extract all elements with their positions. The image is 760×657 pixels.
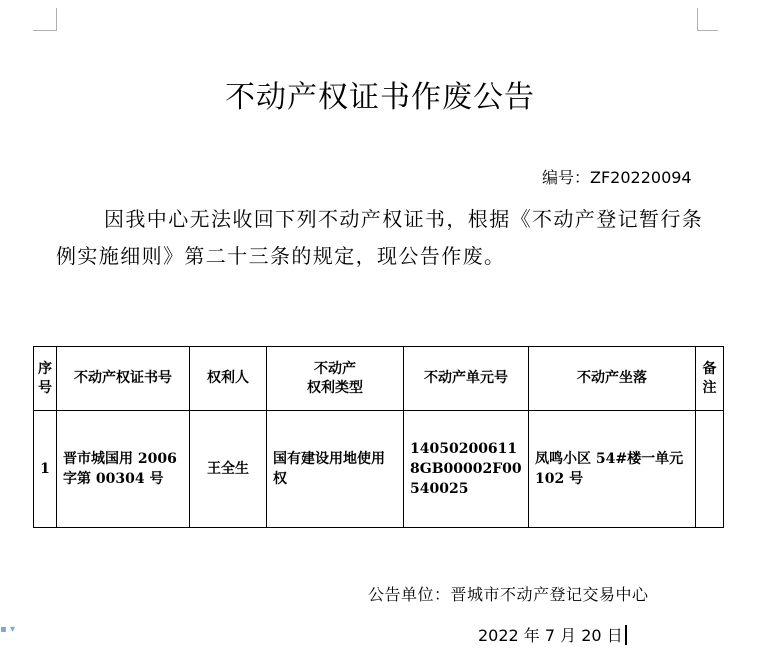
cell-remark	[696, 411, 724, 528]
document-number: 编号：ZF20220094	[542, 168, 692, 187]
issuer-line: 公告单位：晋城市不动产登记交易中心	[368, 585, 649, 604]
cell-cert-no: 晋市城国用 2006 字第 00304 号	[57, 411, 190, 528]
cell-seq: 1	[34, 411, 57, 528]
header-right-type-line2: 权利类型	[307, 379, 363, 396]
page-corner-mark-top-right	[697, 8, 718, 31]
header-location: 不动产坐落	[529, 347, 696, 411]
header-seq-line2: 号	[38, 379, 52, 396]
header-seq	[34, 347, 57, 411]
text-cursor	[625, 625, 627, 645]
notice-paragraph	[56, 201, 706, 275]
header-remark	[696, 347, 724, 411]
certificate-table	[33, 346, 724, 528]
header-right-type	[267, 347, 404, 411]
cell-holder: 王全生	[190, 411, 267, 528]
document-title: 不动产权证书作废公告	[225, 80, 535, 115]
header-holder: 权利人	[190, 347, 267, 411]
cell-location: 凤鸣小区 54#楼一单元 102 号	[529, 411, 696, 528]
paragraph-marker-icon[interactable]: ▪ ▾	[0, 624, 15, 635]
date-text: 2022 年 7 月 20 日	[478, 626, 623, 645]
header-remark-line1: 备	[702, 360, 717, 377]
header-unit-no: 不动产单元号	[404, 347, 529, 411]
cell-right-type: 国有建设用地使用权	[267, 411, 404, 528]
header-cert-no: 不动产权证书号	[57, 347, 190, 411]
table-row	[34, 411, 724, 528]
date-line[interactable]	[478, 623, 627, 646]
header-seq-line1: 序	[38, 360, 52, 377]
header-right-type-line1: 不动产	[314, 360, 356, 377]
page-corner-mark-top-left	[33, 8, 57, 31]
notice-paragraph-text: 因我中心无法收回下列不动产权证书，根据《不动产登记暂行条例实施细则》第二十三条的规定，现公告作废。	[56, 207, 704, 268]
table-header-row	[34, 347, 724, 411]
cell-unit-no: 140502006118GB00002F00540025	[404, 411, 529, 528]
header-remark-line2: 注	[702, 379, 717, 396]
